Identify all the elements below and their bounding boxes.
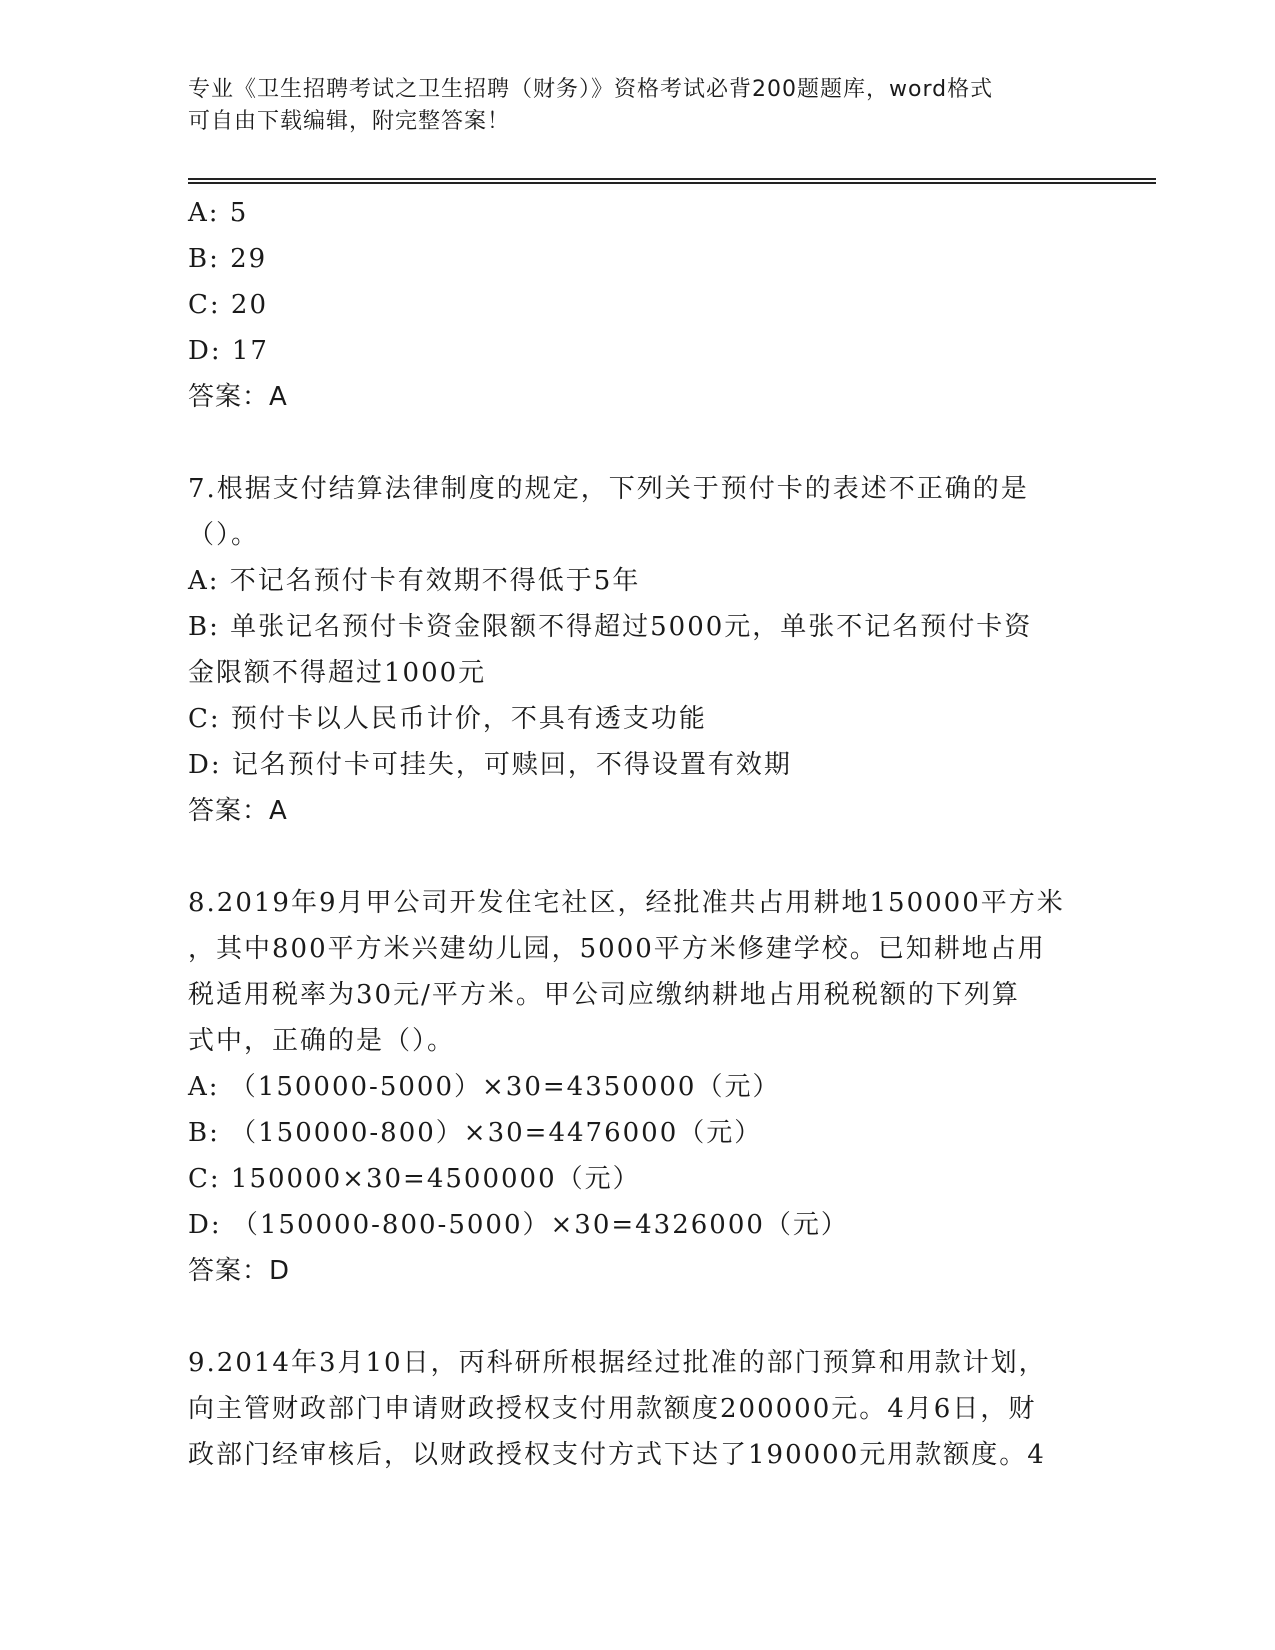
spacer bbox=[188, 834, 1088, 880]
question-stem-line: 式中，正确的是（）。 bbox=[188, 1026, 456, 1056]
option-b: B: 单张记名预付卡资金限额不得超过5000元，单张不记名预付卡资 bbox=[188, 612, 1033, 642]
option-a: A: 不记名预付卡有效期不得低于5年 bbox=[188, 566, 641, 596]
question-stem-line: 8.2019年9月甲公司开发住宅社区，经批准共占用耕地150000平方米 bbox=[188, 888, 1065, 918]
question-9 bbox=[188, 1340, 1088, 1478]
option-a: A: 5 bbox=[188, 198, 249, 228]
question-6 bbox=[188, 190, 1088, 420]
option-d: D: 记名预付卡可挂失，可赎回，不得设置有效期 bbox=[188, 750, 792, 780]
header-rule-bottom bbox=[188, 182, 1156, 184]
question-stem-line: 9.2014年3月10日，丙科研所根据经过批准的部门预算和用款计划， bbox=[188, 1348, 1047, 1378]
option-c: C: 20 bbox=[188, 290, 269, 320]
option-d: D: （150000-800-5000）×30=4326000（元） bbox=[188, 1210, 849, 1240]
answer: 答案：A bbox=[188, 382, 288, 412]
document-header bbox=[188, 74, 1088, 138]
question-stem-line: 政部门经审核后，以财政授权支付方式下达了190000元用款额度。4 bbox=[188, 1440, 1046, 1470]
question-stem-line: （）。 bbox=[188, 520, 260, 550]
option-d: D: 17 bbox=[188, 336, 269, 366]
question-stem-line: 向主管财政部门申请财政授权支付用款额度200000元。4月6日，财 bbox=[188, 1394, 1037, 1424]
option-b-continued: 金限额不得超过1000元 bbox=[188, 658, 487, 688]
option-c: C: 预付卡以人民币计价，不具有透支功能 bbox=[188, 704, 707, 734]
option-a: A: （150000-5000）×30=4350000（元） bbox=[188, 1072, 781, 1102]
question-stem-line: 7.根据支付结算法律制度的规定，下列关于预付卡的表述不正确的是 bbox=[188, 474, 1029, 504]
option-b: B: （150000-800）×30=4476000（元） bbox=[188, 1118, 763, 1148]
spacer bbox=[188, 1294, 1088, 1340]
option-b: B: 29 bbox=[188, 244, 268, 274]
question-content bbox=[188, 190, 1088, 1478]
question-7 bbox=[188, 466, 1088, 834]
spacer bbox=[188, 420, 1088, 466]
header-line-2: 可自由下载编辑，附完整答案！ bbox=[188, 109, 511, 134]
option-c: C: 150000×30=4500000（元） bbox=[188, 1164, 641, 1194]
question-stem-line: ，其中800平方米兴建幼儿园，5000平方米修建学校。已知耕地占用 bbox=[188, 934, 1046, 964]
question-stem-line: 税适用税率为30元/平方米。甲公司应缴纳耕地占用税税额的下列算 bbox=[188, 980, 1020, 1010]
question-8 bbox=[188, 880, 1088, 1294]
header-rule-top bbox=[188, 178, 1156, 180]
header-line-1: 专业《卫生招聘考试之卫生招聘（财务）》资格考试必背200题题库，word格式 bbox=[188, 77, 994, 102]
answer: 答案：A bbox=[188, 796, 288, 826]
answer: 答案：D bbox=[188, 1256, 291, 1286]
